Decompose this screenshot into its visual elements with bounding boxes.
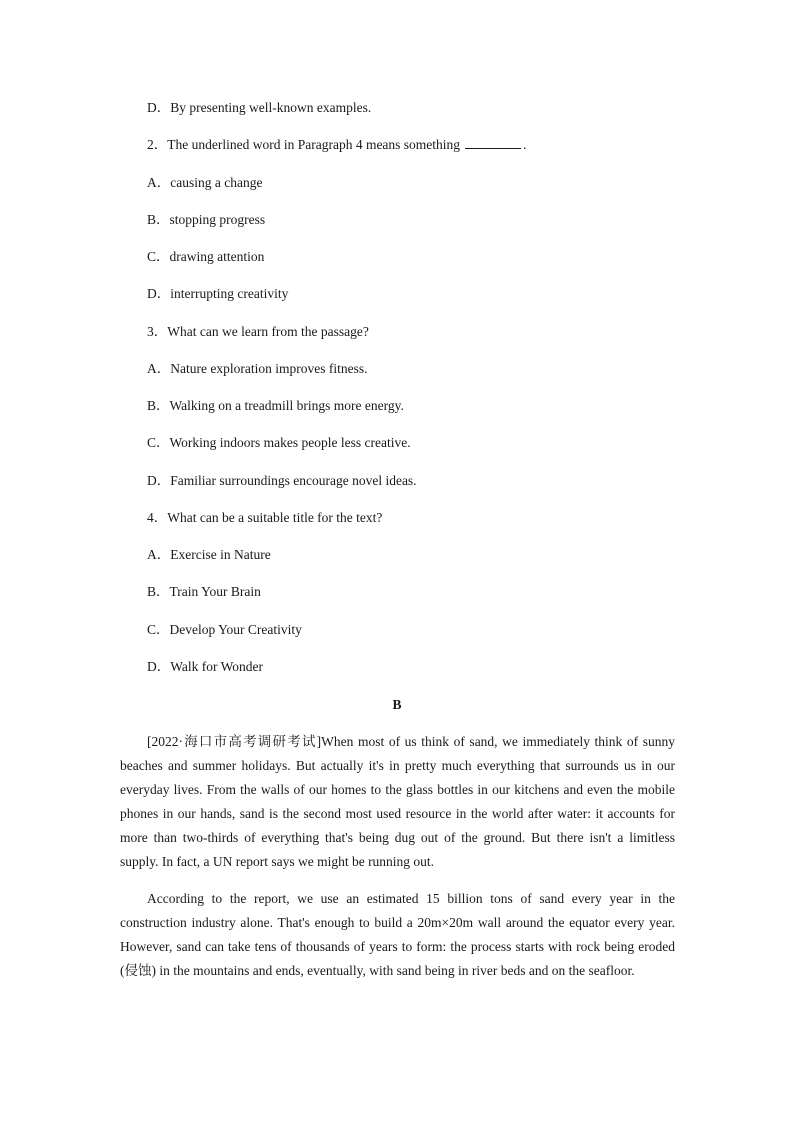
- q3-stem: 3．What can we learn from the passage?: [147, 324, 369, 339]
- q2-option-d: D．interrupting creativity: [147, 286, 289, 301]
- passage-paragraph-1: [2022·海口市高考调研考试]When most of us think of sand, we immediately think of sunny beaches and summer holidays. But actually it's in pretty much everything that surrounds us in our everyday lives. From the walls of our homes to the glass bottles in our kitchens and even the mobile phones in our hands, sand is the second most used resource in the world after water: it accounts for more than two-thirds of everything that's being dug out of the ground. But there isn't a limitless supply. In fact, a UN report says we might be running out.: [120, 734, 675, 869]
- q3-option-d: D．Familiar surroundings encourage novel ideas.: [147, 473, 417, 488]
- q2-option-c: C．drawing attention: [147, 249, 265, 264]
- q2-stem-end: .: [523, 137, 527, 152]
- q4-option-b: B．Train Your Brain: [147, 584, 261, 599]
- q4-option-c: C．Develop Your Creativity: [147, 622, 302, 637]
- q4-option-d: D．Walk for Wonder: [147, 659, 264, 674]
- q2-stem-text: 2．The underlined word in Paragraph 4 means something: [147, 137, 461, 152]
- q1-option-d: D．By presenting well-known examples.: [147, 100, 372, 115]
- section-heading: B: [392, 697, 402, 712]
- passage-paragraph-2: According to the report, we use an estimated 15 billion tons of sand every year in the construction industry alone. That's enough to build a 20m×20m wall around the equator every year. However, sand can take tens of thousands of years to form: the process starts with rock being eroded (侵蚀) in the mountains and ends, eventually, with sand being in river beds and on the seafloor.: [120, 891, 675, 978]
- q4-option-a: A．Exercise in Nature: [147, 547, 271, 562]
- q4-stem: 4．What can be a suitable title for the text?: [147, 510, 383, 525]
- q2-option-b: B．stopping progress: [147, 212, 266, 227]
- answer-blank: [465, 136, 521, 149]
- q2-stem: [147, 136, 526, 154]
- q3-option-a: A．Nature exploration improves fitness.: [147, 361, 368, 376]
- q2-option-a: A．causing a change: [147, 175, 263, 190]
- q3-option-c: C．Working indoors makes people less creative.: [147, 435, 411, 450]
- q3-option-b: B．Walking on a treadmill brings more energy.: [147, 398, 404, 413]
